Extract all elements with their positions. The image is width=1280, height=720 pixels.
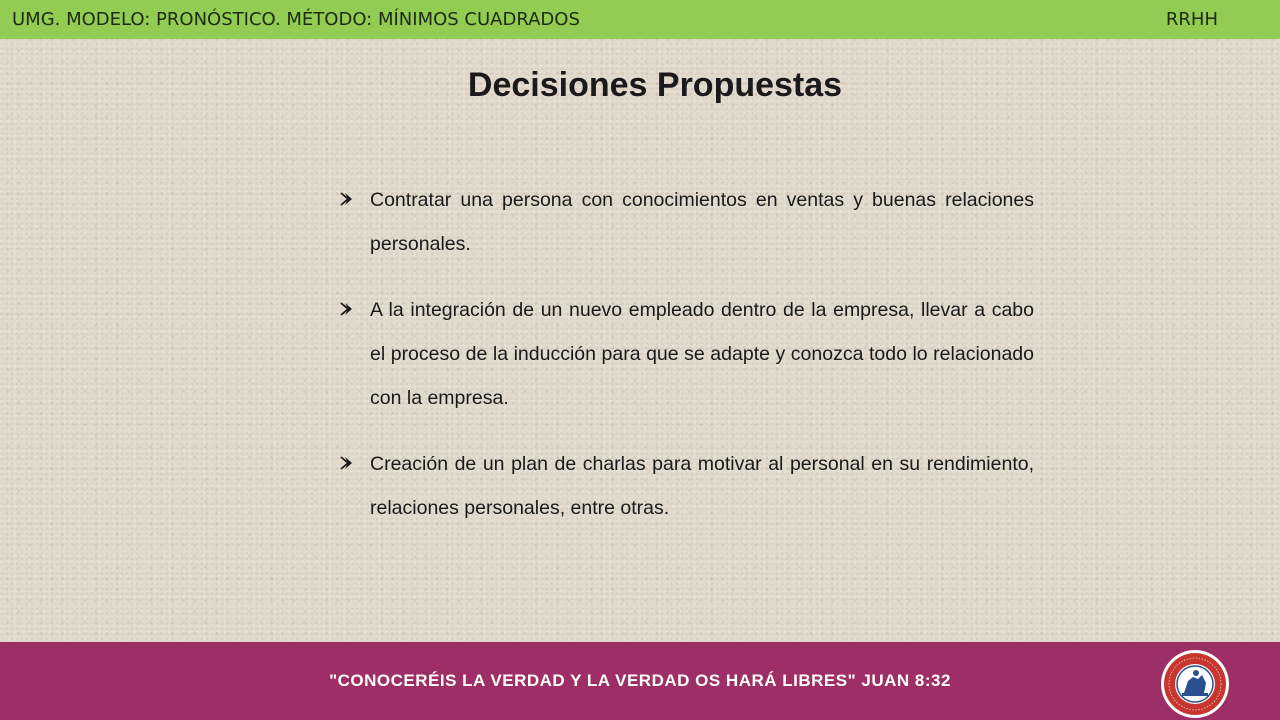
slide-title: Decisiones Propuestas — [467, 66, 843, 104]
header-title: UMG. MODELO: PRONÓSTICO. MÉTODO: MÍNIMOS CUADRADOS — [12, 9, 580, 30]
university-seal-logo — [1160, 649, 1230, 719]
footer-quote: "CONOCERÉIS LA VERDAD Y LA VERDAD OS HARÁ LIBRES" JUAN 8:32 — [329, 671, 951, 690]
bullet-item — [340, 442, 1034, 530]
bullet-list — [340, 178, 1034, 530]
header-section-label: RRHH — [1165, 9, 1218, 30]
bullet-text: A la integración de un nuevo empleado dentro de la empresa, llevar a cabo el proceso de la inducción para que se adapte y conozca todo lo relacionado con la empresa. — [370, 299, 1034, 409]
header-bar — [0, 0, 1280, 39]
footer-bar — [0, 642, 1280, 720]
bullet-text: Creación de un plan de charlas para motivar al personal en su rendimiento, relaciones personales, entre otras. — [370, 453, 1034, 519]
arrow-bullet-icon — [340, 301, 356, 317]
bullet-item — [340, 178, 1034, 266]
arrow-bullet-icon — [340, 191, 356, 207]
bullet-item — [340, 288, 1034, 420]
arrow-bullet-icon — [340, 455, 356, 471]
bullet-text: Contratar una persona con conocimientos en ventas y buenas relaciones personales. — [370, 189, 1034, 255]
